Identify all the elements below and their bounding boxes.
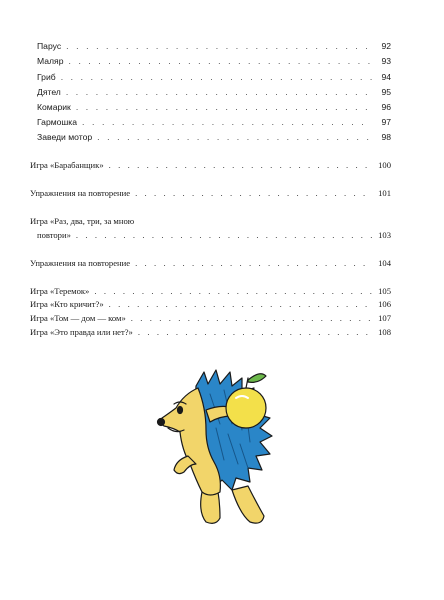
leader-dots bbox=[61, 72, 372, 83]
leader-dots bbox=[97, 132, 372, 143]
toc-entry-title: Парус bbox=[37, 41, 62, 51]
toc-entry-title: Комарик bbox=[37, 102, 71, 112]
toc-entry-page: 108 bbox=[378, 327, 391, 337]
leader-dots bbox=[82, 117, 372, 128]
toc-entry-title-line1[interactable]: Игра «Раз, два, три, за мною bbox=[30, 216, 135, 226]
toc-entry-title-line2: повтори» bbox=[37, 230, 71, 240]
leader-dots bbox=[131, 313, 372, 324]
leader-dots bbox=[66, 41, 372, 52]
toc-entry[interactable] bbox=[30, 327, 391, 338]
toc-entry[interactable] bbox=[30, 188, 391, 199]
toc-entry-page: 93 bbox=[381, 56, 391, 66]
toc-entry-title: Игра «Это правда или нет?» bbox=[30, 327, 133, 337]
toc-entry-page: 106 bbox=[378, 299, 391, 309]
toc-entry-page: 98 bbox=[381, 132, 391, 142]
toc-entry-page: 107 bbox=[378, 313, 391, 323]
hedgehog-illustration bbox=[140, 364, 290, 534]
toc-entry-title: Игра «Барабанщик» bbox=[30, 160, 104, 170]
toc-entry[interactable] bbox=[37, 102, 391, 113]
toc-entry[interactable] bbox=[37, 87, 391, 98]
leader-dots bbox=[109, 160, 372, 171]
toc-entry-page: 97 bbox=[381, 117, 391, 127]
toc-entry-title: Упражнения на повторение bbox=[30, 188, 131, 198]
leader-dots bbox=[138, 327, 372, 338]
leader-dots bbox=[135, 188, 372, 199]
leader-dots bbox=[135, 258, 372, 269]
toc-entry-page: 103 bbox=[378, 230, 391, 240]
toc-entry-title: Игра «Кто кричит?» bbox=[30, 299, 104, 309]
leader-dots bbox=[68, 56, 372, 67]
toc-entry-title: Дятел bbox=[37, 87, 61, 97]
toc-entry-title: Гриб bbox=[37, 72, 56, 82]
toc-entry-page: 94 bbox=[381, 72, 391, 82]
leader-dots bbox=[66, 87, 372, 98]
toc-entry-title: Игра «Том — дом — ком» bbox=[30, 313, 126, 323]
toc-entry-page: 104 bbox=[378, 258, 391, 268]
toc-entry[interactable] bbox=[37, 56, 391, 67]
toc-entry[interactable] bbox=[37, 117, 391, 128]
toc-entry[interactable] bbox=[37, 230, 391, 241]
toc-entry[interactable] bbox=[37, 72, 391, 83]
hedgehog-with-apple-icon bbox=[140, 364, 290, 534]
toc-entry-title: Игра «Теремок» bbox=[30, 286, 90, 296]
leader-dots bbox=[76, 230, 372, 241]
toc-entry-page: 100 bbox=[378, 160, 391, 170]
toc-entry-page: 92 bbox=[381, 41, 391, 51]
toc-entry[interactable] bbox=[30, 313, 391, 324]
toc-entry-title: Маляр bbox=[37, 56, 64, 66]
toc-entry[interactable] bbox=[30, 286, 391, 297]
toc-entry[interactable] bbox=[37, 41, 391, 52]
leader-dots bbox=[76, 102, 372, 113]
toc-entry-page: 95 bbox=[381, 87, 391, 97]
leader-dots bbox=[109, 299, 372, 310]
toc-entry[interactable] bbox=[37, 132, 391, 143]
toc-entry-page: 105 bbox=[378, 286, 391, 296]
toc-entry-title: Упражнения на повторение bbox=[30, 258, 131, 268]
toc-entry-page: 101 bbox=[378, 188, 391, 198]
toc-entry[interactable] bbox=[30, 299, 391, 310]
toc-entry-page: 96 bbox=[381, 102, 391, 112]
toc-entry[interactable] bbox=[30, 160, 391, 171]
toc-entry-title: Гармошка bbox=[37, 117, 78, 127]
leader-dots bbox=[94, 286, 372, 297]
toc-entry[interactable] bbox=[30, 258, 391, 269]
toc-entry-title: Заведи мотор bbox=[37, 132, 93, 142]
